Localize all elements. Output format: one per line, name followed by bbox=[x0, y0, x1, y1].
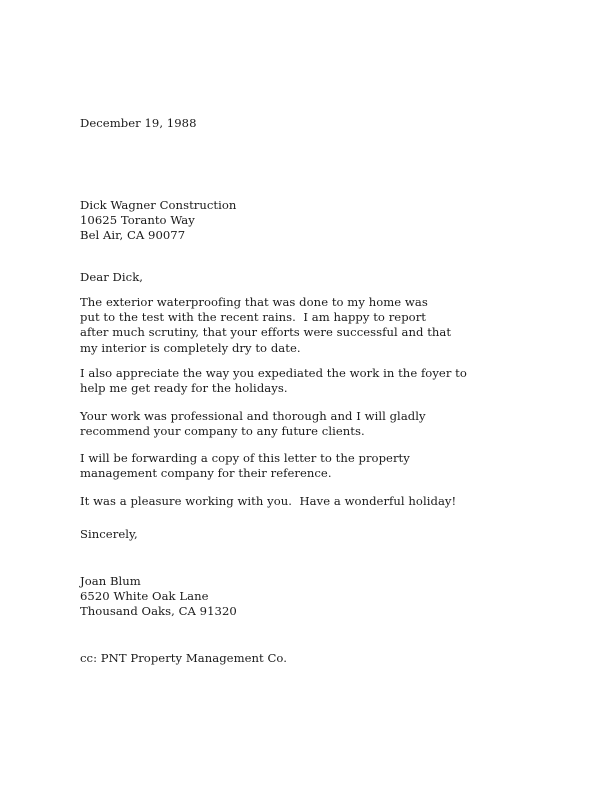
paragraph-2 bbox=[80, 366, 467, 396]
paragraph-line: recommend your company to any future clients. bbox=[80, 424, 365, 439]
paragraph-line: after much scrutiny, that your efforts were successful and that bbox=[80, 325, 452, 340]
recipient-city: Bel Air, CA 90077 bbox=[80, 228, 186, 243]
cc-line: cc: PNT Property Management Co. bbox=[80, 651, 287, 665]
paragraph-line: help me get ready for the holidays. bbox=[80, 381, 288, 396]
recipient-name: Dick Wagner Construction bbox=[80, 198, 237, 212]
paragraph-line: my interior is completely dry to date. bbox=[80, 340, 301, 355]
paragraph-line: It was a pleasure working with you. Have a wonderful holiday! bbox=[80, 494, 457, 508]
paragraph-5 bbox=[80, 494, 456, 509]
paragraph-1 bbox=[80, 295, 451, 356]
paragraph-4 bbox=[80, 451, 410, 481]
sender-name: Joan Blum bbox=[80, 574, 141, 588]
sender-street: 6520 White Oak Lane bbox=[80, 589, 209, 604]
sender-address bbox=[80, 574, 237, 620]
closing: Sincerely, bbox=[80, 527, 138, 541]
recipient-street: 10625 Toranto Way bbox=[80, 213, 195, 228]
paragraph-3 bbox=[80, 409, 426, 439]
paragraph-line: The exterior waterproofing that was done to my home was bbox=[80, 295, 428, 309]
salutation: Dear Dick, bbox=[80, 270, 144, 284]
paragraph-line: I also appreciate the way you expediated the work in the foyer to bbox=[80, 366, 467, 380]
letter-date: December 19, 1988 bbox=[80, 116, 197, 130]
paragraph-line: put to the test with the recent rains. I am happy to report bbox=[80, 310, 427, 325]
sender-city: Thousand Oaks, CA 91320 bbox=[80, 604, 237, 619]
paragraph-line: I will be forwarding a copy of this letter to the property bbox=[80, 451, 410, 465]
paragraph-line: management company for their reference. bbox=[80, 466, 332, 481]
recipient-address bbox=[80, 198, 236, 244]
paragraph-line: Your work was professional and thorough and I will gladly bbox=[80, 409, 426, 423]
